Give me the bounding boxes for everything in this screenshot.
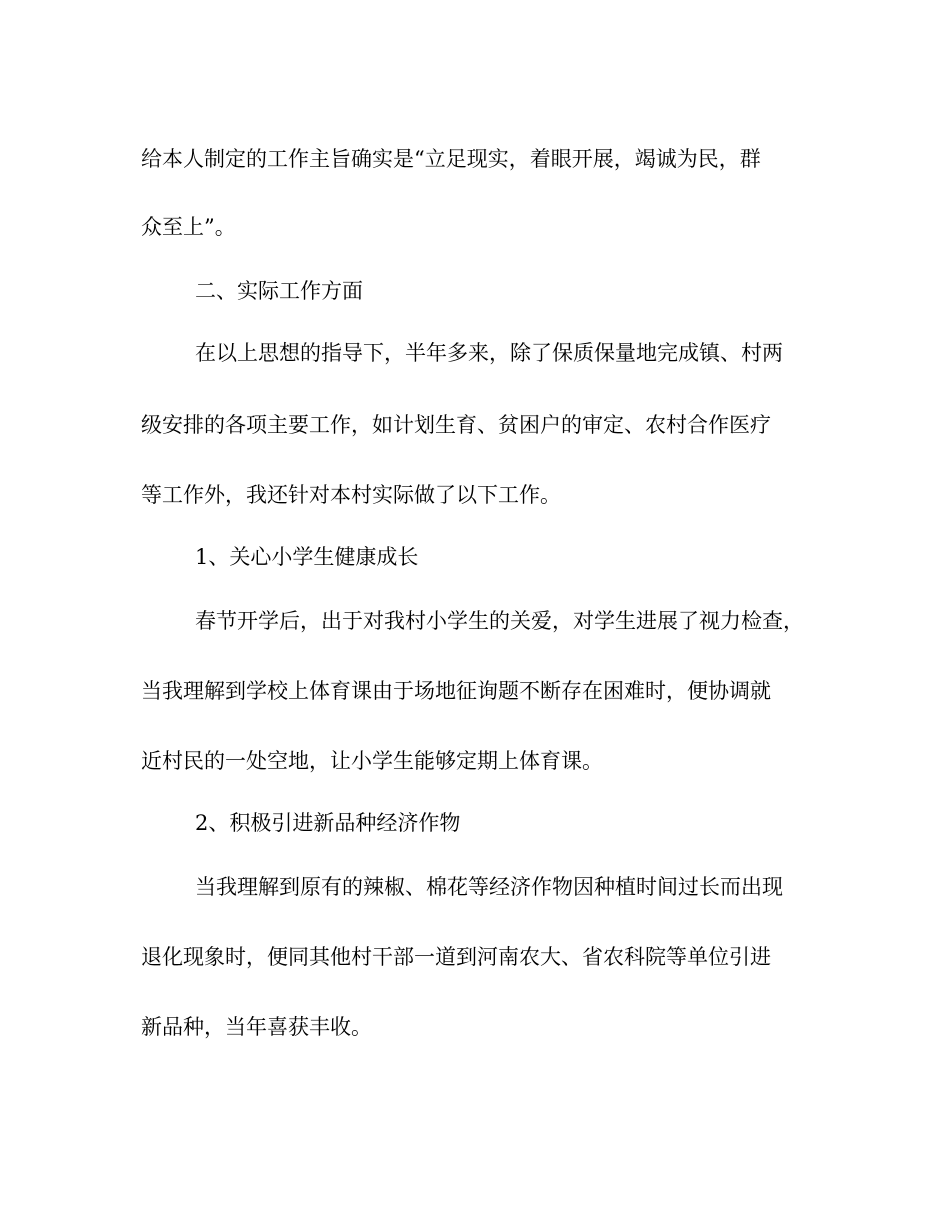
paragraph-line: 当我理解到学校上体育课由于场地征询题不断存在困难时，便协调就 xyxy=(141,679,771,703)
paragraph-line: 当我理解到原有的辣椒、棉花等经济作物因种植时间过长而出现 xyxy=(195,875,783,899)
paragraph-line: 新品种，当年喜获丰收。 xyxy=(141,1015,372,1039)
paragraph-line: 等工作外，我还针对本村实际做了以下工作。 xyxy=(141,483,561,507)
paragraph-line: 春节开学后，出于对我村小学生的关爱，对学生进展了视力检查， xyxy=(195,609,804,633)
section-heading: 二、实际工作方面 xyxy=(195,279,363,303)
paragraph-line: 级安排的各项主要工作，如计划生育、贫困户的审定、农村合作医疗 xyxy=(141,413,771,437)
paragraph-line: 给本人制定的工作主旨确实是“立足现实，着眼开展，竭诚为民，群 xyxy=(141,147,761,171)
paragraph-line: 退化现象时，便同其他村干部一道到河南农大、省农科院等单位引进 xyxy=(141,945,771,969)
paragraph-line: 众至上”。 xyxy=(141,215,236,239)
subsection-heading: 1、关心小学生健康成长 xyxy=(195,545,419,569)
paragraph-line: 在以上思想的指导下，半年多来，除了保质保量地完成镇、村两 xyxy=(195,341,783,365)
paragraph-line: 近村民的一处空地，让小学生能够定期上体育课。 xyxy=(141,749,603,773)
subsection-heading: 2、积极引进新品种经济作物 xyxy=(195,811,461,835)
